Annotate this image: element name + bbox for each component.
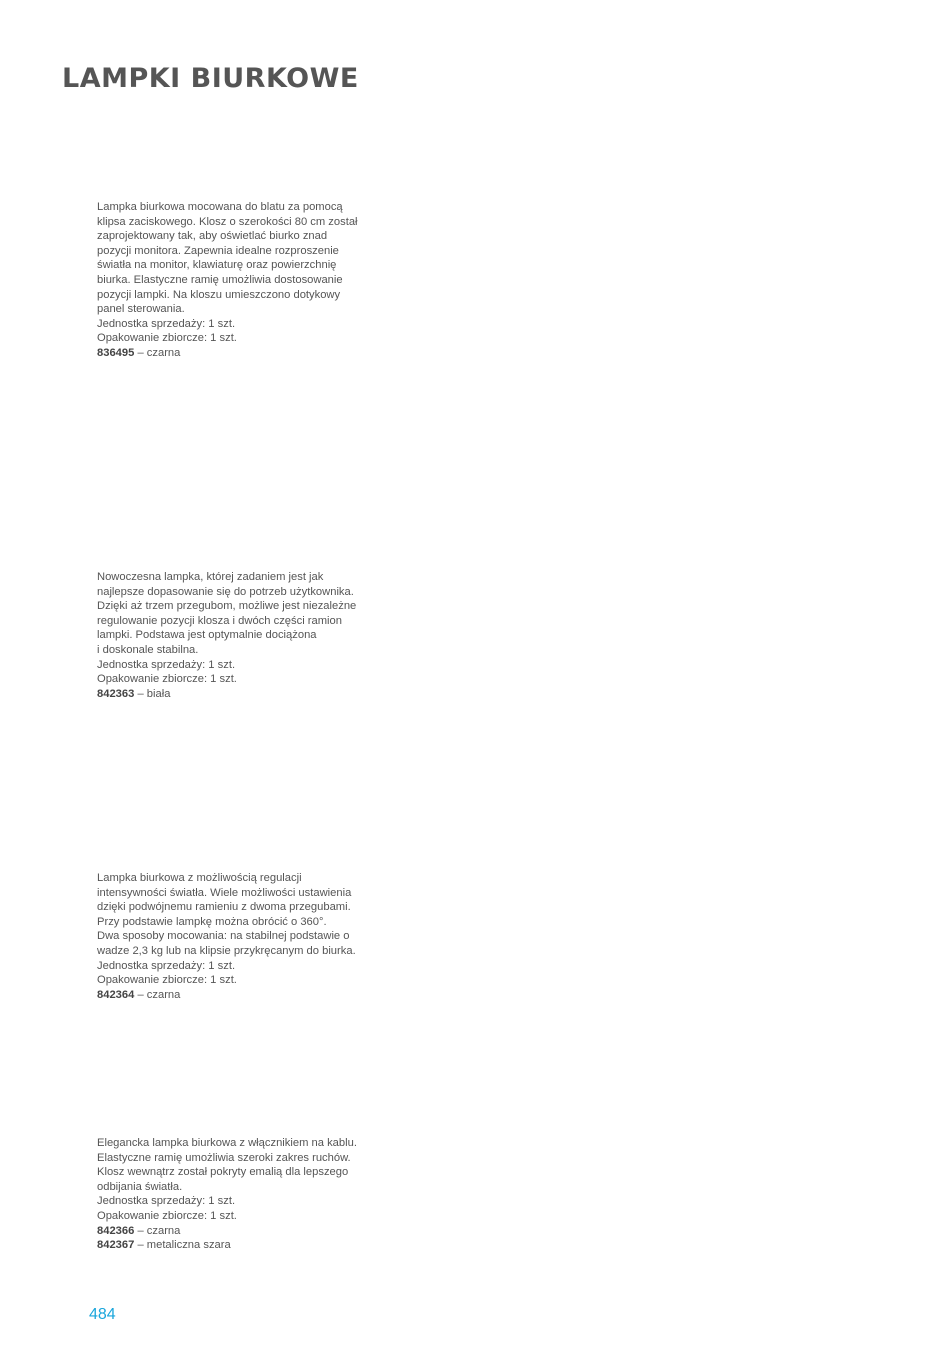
product-variant	[97, 687, 377, 702]
product-code: 836495	[97, 346, 135, 359]
description-line: i doskonale stabilna.	[97, 643, 199, 656]
description-line: Elastyczne ramię umożliwia szeroki zakres ruchów.	[97, 1151, 351, 1164]
description-line: najlepsze dopasowanie się do potrzeb użytkownika.	[97, 585, 354, 598]
description-line: dzięki podwójnemu ramieniu z dwoma przegubami.	[97, 901, 351, 914]
description-line: panel sterowania.	[97, 303, 185, 316]
variant-color: – biała	[134, 687, 171, 700]
description-line: Elegancka lampka biurkowa z włącznikiem na kablu.	[97, 1137, 357, 1149]
bulk-pack: Opakowanie zbiorcze: 1 szt.	[97, 1209, 237, 1222]
description-line: pozycji lampki. Na kloszu umieszczono dotykowy	[97, 288, 341, 301]
description-line: światła na monitor, klawiaturę oraz powierzchnię	[97, 259, 337, 272]
description-line: intensywności światła. Wiele możliwości ustawienia	[97, 886, 352, 899]
bulk-pack: Opakowanie zbiorcze: 1 szt.	[97, 974, 237, 987]
variant-color: – czarna	[134, 988, 181, 1001]
product-variant	[97, 346, 377, 361]
product-variant	[97, 1224, 377, 1239]
product-description	[97, 200, 377, 361]
bulk-pack: Opakowanie zbiorcze: 1 szt.	[97, 332, 237, 345]
description-line: Lampka biurkowa z możliwością regulacji	[97, 872, 302, 884]
description-line: Klosz wewnątrz został pokryty emalią dla lepszego	[97, 1166, 349, 1179]
product-description	[97, 871, 377, 1002]
product-variant	[97, 1238, 377, 1253]
product-variant	[97, 988, 377, 1003]
page-title: LAMPKI BIURKOWE	[62, 63, 359, 94]
sales-unit: Jednostka sprzedaży: 1 szt.	[97, 658, 236, 671]
description-line: Dwa sposoby mocowania: na stabilnej podstawie o	[97, 930, 350, 943]
product-code: 842364	[97, 988, 135, 1001]
description-line: odbijania światła.	[97, 1180, 183, 1193]
description-line: Lampka biurkowa mocowana do blatu za pomocą	[97, 201, 343, 213]
description-line: Dzięki aż trzem przegubom, możliwe jest niezależne	[97, 600, 357, 613]
description-line: lampki. Podstawa jest optymalnie dociążona	[97, 629, 317, 642]
product-code: 842366	[97, 1224, 135, 1237]
product-description	[97, 570, 377, 701]
variant-color: – czarna	[134, 1224, 181, 1237]
product-code: 842367	[97, 1239, 135, 1252]
product-code: 842363	[97, 687, 135, 700]
description-line: wadze 2,3 kg lub na klipsie przykręcanym do biurka.	[97, 944, 356, 957]
description-line: klipsa zaciskowego. Klosz o szerokości 80 cm został	[97, 215, 358, 228]
sales-unit: Jednostka sprzedaży: 1 szt.	[97, 1195, 236, 1208]
variant-color: – czarna	[134, 346, 181, 359]
description-line: Nowoczesna lampka, której zadaniem jest jak	[97, 571, 324, 583]
product-description	[97, 1136, 377, 1253]
variant-color: – metaliczna szara	[134, 1239, 231, 1252]
description-line: biurka. Elastyczne ramię umożliwia dostosowanie	[97, 273, 343, 286]
sales-unit: Jednostka sprzedaży: 1 szt.	[97, 317, 236, 330]
bulk-pack: Opakowanie zbiorcze: 1 szt.	[97, 673, 237, 686]
description-line: zaprojektowany tak, aby oświetlać biurko znad	[97, 230, 328, 243]
sales-unit: Jednostka sprzedaży: 1 szt.	[97, 959, 236, 972]
description-line: pozycji monitora. Zapewnia idealne rozproszenie	[97, 244, 339, 257]
description-line: Przy podstawie lampkę można obrócić o 360°.	[97, 915, 327, 928]
description-line: regulowanie pozycji klosza i dwóch części ramion	[97, 614, 342, 627]
page-number: 484	[89, 1306, 116, 1323]
